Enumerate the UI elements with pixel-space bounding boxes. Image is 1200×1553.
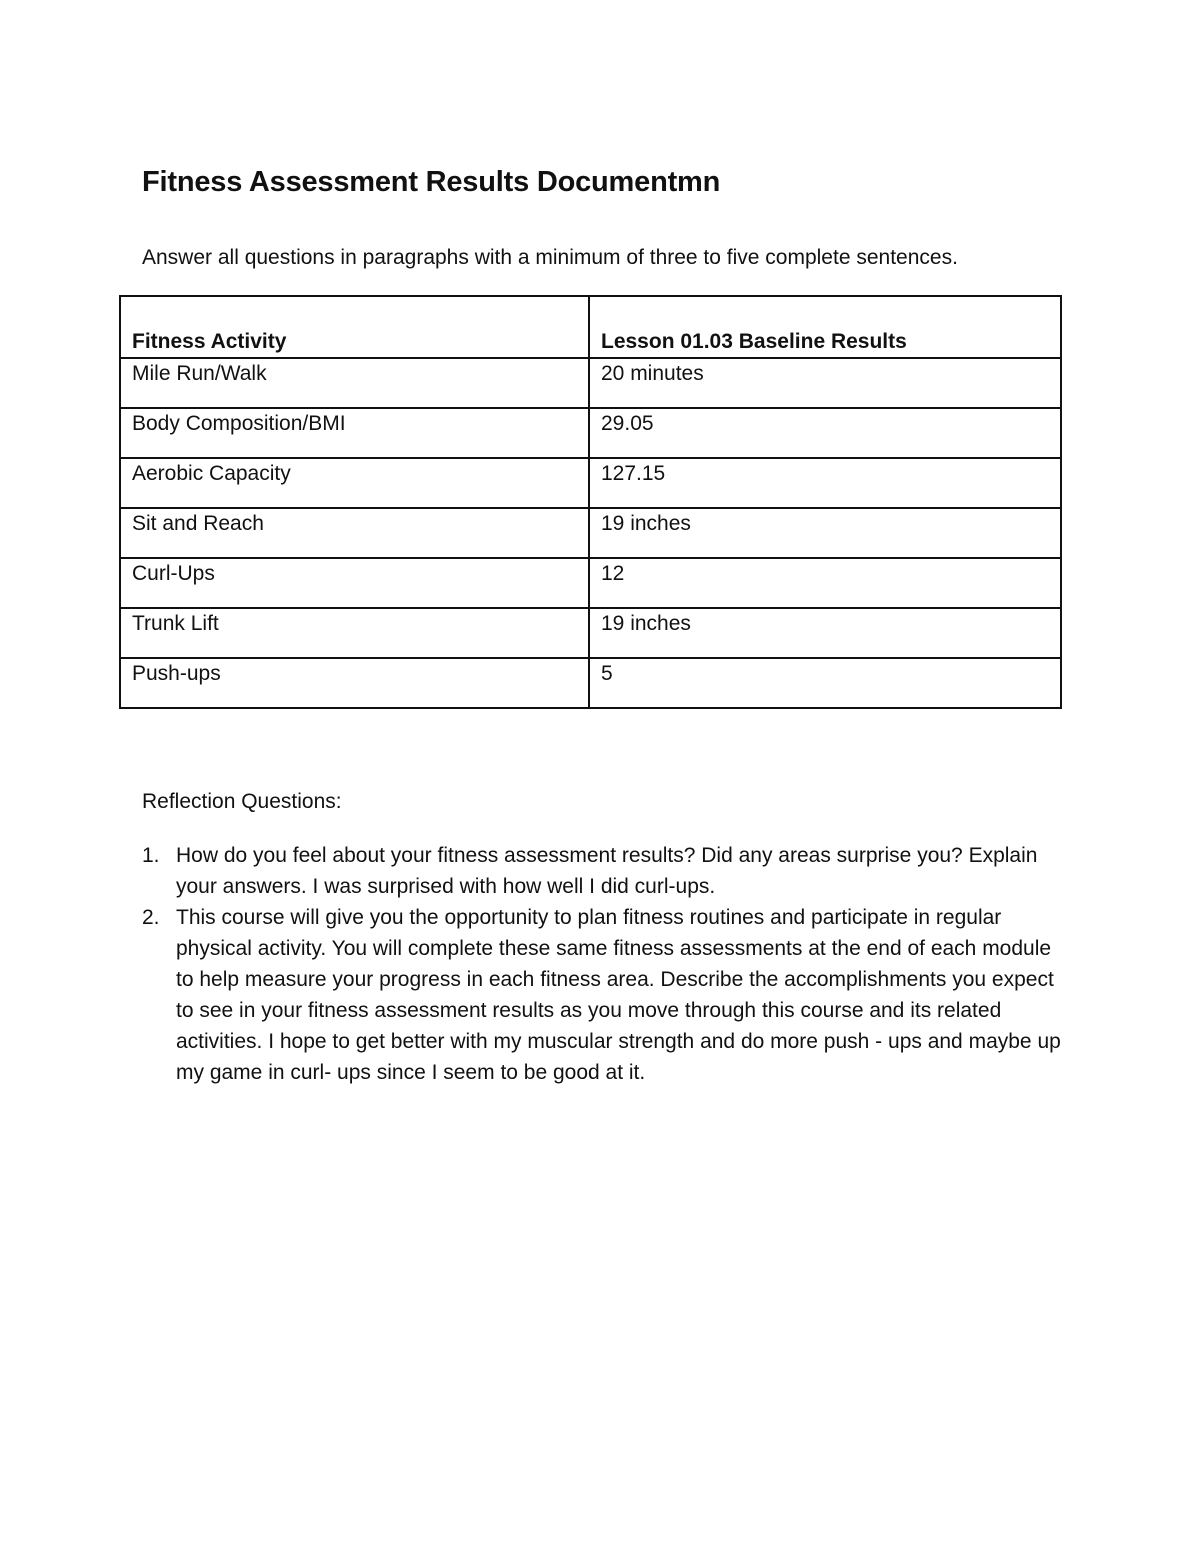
activity-cell: Body Composition/BMI [120, 408, 589, 458]
question-number: 2. [142, 906, 160, 929]
result-cell: 5 [589, 658, 1061, 708]
table-row [120, 408, 1061, 458]
question-number: 1. [142, 844, 160, 867]
reflection-questions-list [142, 840, 1062, 1088]
page-title: Fitness Assessment Results Documentmn [142, 166, 721, 198]
header-baseline-results: Lesson 01.03 Baseline Results [589, 296, 1061, 358]
result-cell: 20 minutes [589, 358, 1061, 408]
table-row [120, 658, 1061, 708]
table-row [120, 458, 1061, 508]
activity-cell: Mile Run/Walk [120, 358, 589, 408]
list-item [142, 840, 1062, 902]
result-cell: 19 inches [589, 508, 1061, 558]
activity-cell: Trunk Lift [120, 608, 589, 658]
instructions-text: Answer all questions in paragraphs with a minimum of three to five complete sentences. [142, 246, 958, 269]
reflection-heading: Reflection Questions: [142, 790, 342, 813]
table-header-row [120, 296, 1061, 358]
question-text: How do you feel about your fitness assessment results? Did any areas surprise you? Explain your answers. I was surprised with how well I did curl-ups. [176, 844, 1038, 898]
activity-cell: Curl-Ups [120, 558, 589, 608]
list-item [142, 902, 1062, 1088]
result-cell: 29.05 [589, 408, 1061, 458]
fitness-results-table [119, 295, 1062, 709]
activity-cell: Sit and Reach [120, 508, 589, 558]
activity-cell: Aerobic Capacity [120, 458, 589, 508]
result-cell: 19 inches [589, 608, 1061, 658]
result-cell: 127.15 [589, 458, 1061, 508]
result-cell: 12 [589, 558, 1061, 608]
header-fitness-activity: Fitness Activity [120, 296, 589, 358]
table-row [120, 608, 1061, 658]
question-text: This course will give you the opportunity to plan fitness routines and participate in regular physical activity. You will complete these same fitness assessments at the end of each module to help measure your progress in each fitness area. Describe the accomplishments you expect to see in your fitness assessment results as you move through this course and its related activities. I hope to get better with my muscular strength and do more push - ups and maybe up my game in curl- ups since I seem to be good at it. [176, 906, 1061, 1084]
table-row [120, 358, 1061, 408]
table-row [120, 558, 1061, 608]
table-row [120, 508, 1061, 558]
activity-cell: Push-ups [120, 658, 589, 708]
